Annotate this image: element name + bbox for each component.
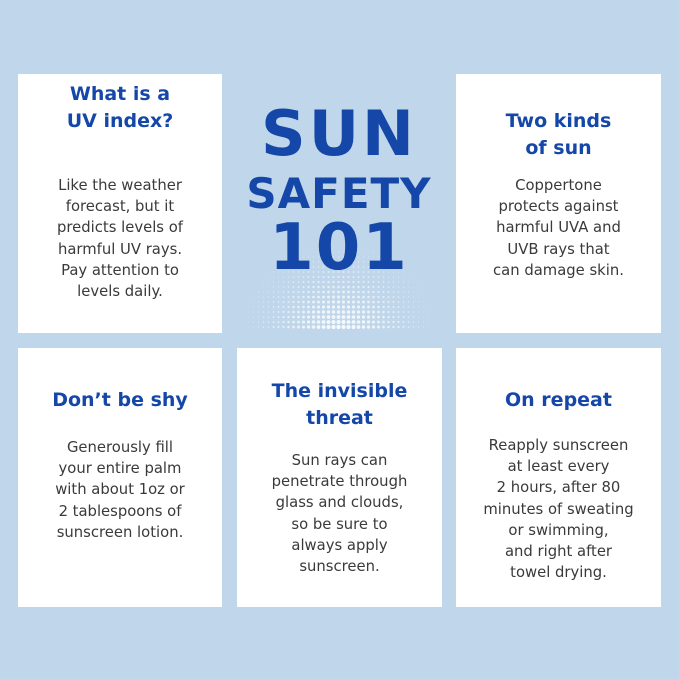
card-body: Coppertone protects against harmful UVA and UVB rays that can damage skin.: [493, 177, 624, 279]
card-on-repeat: [456, 348, 661, 607]
card-body: Sun rays can penetrate through glass and clouds, so be sure to always apply sunscreen.: [271, 452, 408, 576]
hero-title-line-3: 101: [269, 211, 409, 285]
card-title: Two kinds of sun: [505, 110, 612, 159]
card-body: Generously fill your entire palm with about 1oz or 2 tablespoons of sunscreen lotion.: [55, 439, 185, 541]
card-title: On repeat: [505, 389, 612, 411]
card-two-kinds-of-sun: [456, 74, 661, 333]
card-title: What is a UV index?: [66, 83, 174, 132]
card-dont-be-shy: [18, 348, 222, 607]
card-invisible-threat: [237, 348, 442, 607]
hero-title-line-2: SAFETY: [246, 169, 432, 218]
hero-title: [229, 90, 449, 340]
card-body: Reapply sunscreen at least every 2 hours, after 80 minutes of sweating or swimming, and right after towel drying.: [483, 437, 634, 582]
card-uv-index: [18, 74, 222, 333]
hero-title-line-1: SUN: [261, 97, 417, 170]
card-title: The invisible threat: [271, 380, 408, 429]
card-title: Don’t be shy: [52, 389, 188, 411]
card-body: Like the weather forecast, but it predicts levels of harmful UV rays. Pay attention to levels daily.: [57, 177, 183, 301]
